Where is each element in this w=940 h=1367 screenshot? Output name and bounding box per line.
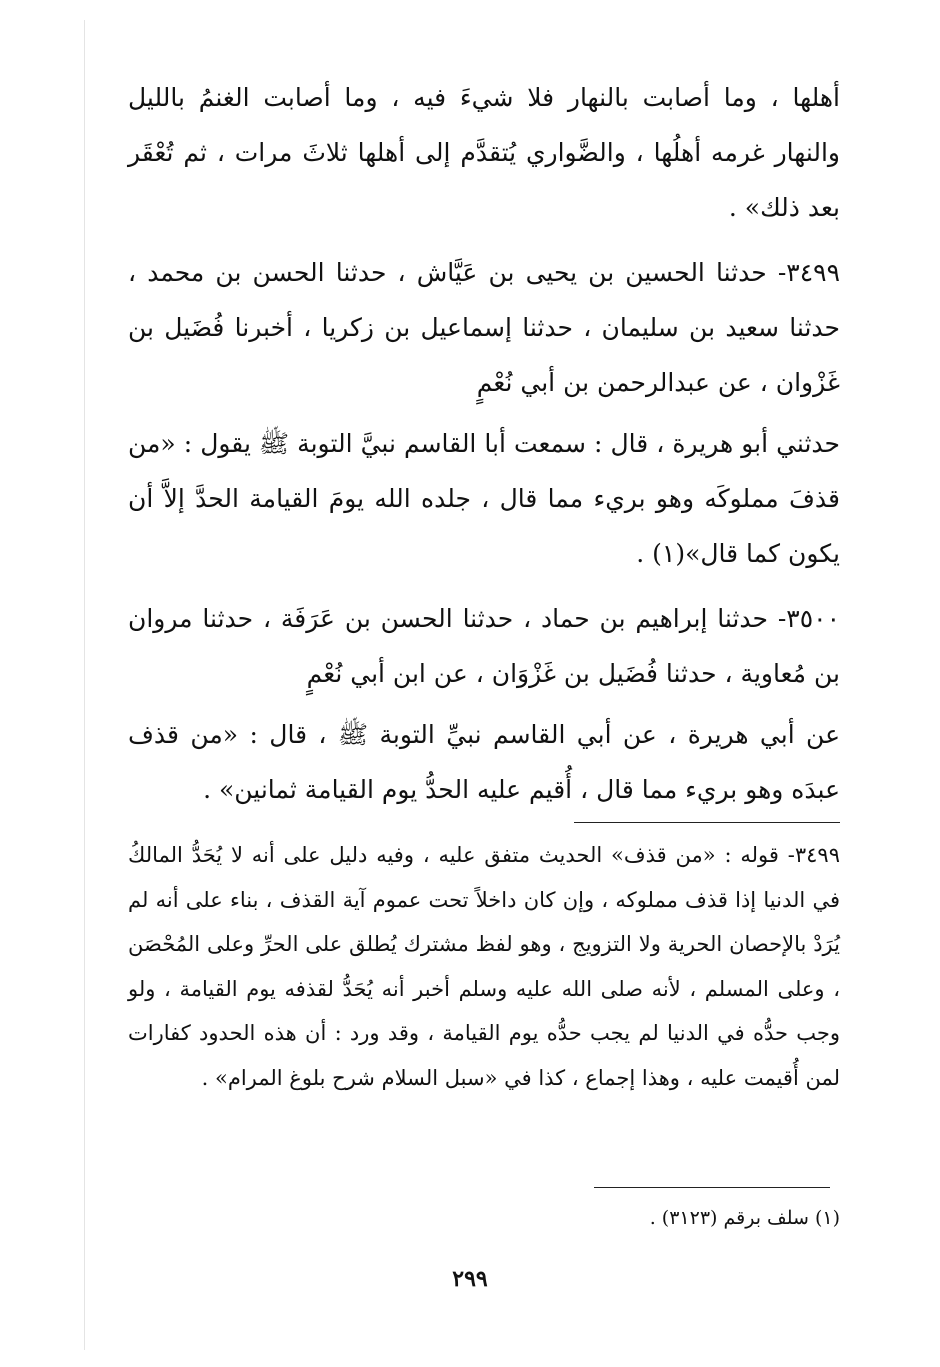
commentary-divider [574, 822, 840, 823]
hadith-3500-text: عن أبي هريرة ، عن أبي القاسم نبيِّ التوبة ﷺ ، قال : «من قذف عبدَه وهو بريء مما قال ، أُقيم عليه الحدُّ يوم القيامة ثمانين» . [128, 720, 840, 804]
page-number: ٢٩٩ [452, 1266, 488, 1292]
main-text [128, 70, 840, 817]
continuation-paragraph: أهلها ، وما أصابت بالنهار فلا شيءَ فيه ، وما أصابت الغنمُ بالليل والنهار غرمه أهلُها ، والضَّواري يُتقدَّم إلى أهلها ثلاثَ مرات ، ثم تُعْقَر بعد ذلك» . [128, 83, 840, 222]
commentary-section [128, 833, 840, 1100]
commentary-3499: ٣٤٩٩- قوله : «من قذف» الحديث متفق عليه ، وفيه دليل على أنه لا يُحَدُّ المالكُ في الدنيا إذا قذف مملوكه ، وإن كان داخلاً تحت عموم آية القذف ، بناء على أنه لم يُرَدْ بالإحصان الحرية ولا التزويج ، وهو لفظ مشترك يُطلق على الحرِّ وعلى المُحْصَن ، وعلى المسلم ، لأنه صلى الله عليه وسلم أخبر أنه يُحَدُّ لقذفه يوم القيامة ، ولو وجب حدُّه في الدنيا لم يجب حدُّه يوم القيامة ، وقد ورد : أن هذه الحدود كفارات لمن أُقيمت عليه ، وهذا إجماع ، كذا في «سبل السلام شرح بلوغ المرام» . [128, 843, 840, 1090]
footnote-divider [594, 1187, 830, 1188]
hadith-3500-isnad: ٣٥٠٠- حدثنا إبراهيم بن حماد ، حدثنا الحسن بن عَرَفَة ، حدثنا مروان بن مُعاوية ، حدثنا فُضَيل بن غَزْوَان ، عن ابن أبي نُعْمٍ [128, 604, 840, 688]
footnote-1: (١) سلف برقم (٣١٢٣) . [649, 1207, 840, 1229]
scan-margin-line [84, 20, 85, 1350]
hadith-3499-isnad: ٣٤٩٩- حدثنا الحسين بن يحيى بن عَيَّاش ، حدثنا الحسن بن محمد ، حدثنا سعيد بن سليمان ، حدثنا إسماعيل بن زكريا ، أخبرنا فُضَيل بن غَزْوان ، عن عبدالرحمن بن أبي نُعْمٍ [128, 258, 840, 397]
hadith-3499-text: حدثني أبو هريرة ، قال : سمعت أبا القاسم نبيَّ التوبة ﷺ يقول : «من قذفَ مملوكَه وهو بريء مما قال ، جلده الله يومَ القيامة الحدَّ إلاَّ أن يكون كما قال»(١) . [128, 429, 840, 568]
